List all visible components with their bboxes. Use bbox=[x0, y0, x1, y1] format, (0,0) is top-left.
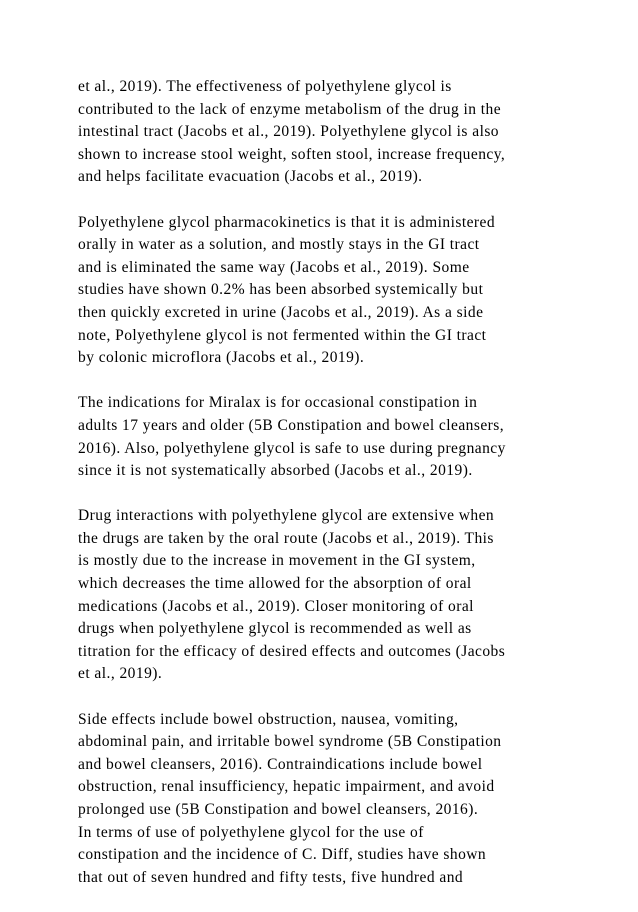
text-line: studies have shown 0.2% has been absorbed systemically but bbox=[78, 281, 484, 299]
text-line: Drug interactions with polyethylene glycol are extensive when bbox=[78, 507, 495, 525]
text-line: et al., 2019). The effectiveness of polyethylene glycol is bbox=[78, 78, 452, 95]
paragraph-drug-interactions bbox=[78, 505, 578, 686]
text-line: and bowel cleansers, 2016). Contraindications include bowel bbox=[78, 755, 483, 773]
text-line: and helps facilitate evacuation (Jacobs et al., 2019). bbox=[78, 168, 423, 186]
text-line: drugs when polyethylene glycol is recommended as well as bbox=[78, 620, 472, 638]
text-line: abdominal pain, and irritable bowel syndrome (5B Constipation bbox=[78, 733, 502, 751]
text-line: The indications for Miralax is for occasional constipation in bbox=[78, 394, 478, 412]
text-line: intestinal tract (Jacobs et al., 2019). Polyethylene glycol is also bbox=[78, 123, 500, 141]
text-line: and is eliminated the same way (Jacobs et al., 2019). Some bbox=[78, 258, 470, 276]
text-line: adults 17 years and older (5B Constipation and bowel cleansers, bbox=[78, 416, 505, 434]
text-line: et al., 2019). bbox=[78, 665, 163, 683]
text-line: which decreases the time allowed for the absorption of oral bbox=[78, 575, 472, 593]
text-line: contributed to the lack of enzyme metabolism of the drug in the bbox=[78, 100, 502, 118]
text-line: medications (Jacobs et al., 2019). Closer monitoring of oral bbox=[78, 597, 474, 615]
text-line: titration for the efficacy of desired effects and outcomes (Jacobs bbox=[78, 642, 506, 660]
text-line: the drugs are taken by the oral route (Jacobs et al., 2019). This bbox=[78, 529, 494, 547]
paragraph-indications bbox=[78, 392, 578, 482]
text-line: prolonged use (5B Constipation and bowel cleansers, 2016). bbox=[78, 801, 479, 818]
text-line: by colonic microflora (Jacobs et al., 2019). bbox=[78, 349, 365, 367]
text-line: then quickly excreted in urine (Jacobs et al., 2019). As a side bbox=[78, 303, 484, 321]
paragraph-pharmacokinetics bbox=[78, 212, 578, 370]
text-line: Polyethylene glycol pharmacokinetics is that it is administered bbox=[78, 213, 496, 231]
text-line: Side effects include bowel obstruction, nausea, vomiting, bbox=[78, 710, 459, 728]
document-body bbox=[78, 76, 578, 912]
text-line: constipation and the incidence of C. Diff, studies have shown bbox=[78, 846, 487, 864]
text-line: shown to increase stool weight, soften stool, increase frequency, bbox=[78, 145, 506, 163]
text-line: since it is not systematically absorbed (Jacobs et al., 2019). bbox=[78, 462, 473, 480]
text-line: note, Polyethylene glycol is not fermented within the GI tract bbox=[78, 326, 487, 344]
text-line: obstruction, renal insufficiency, hepatic impairment, and avoid bbox=[78, 778, 495, 796]
paragraph-side-effects bbox=[78, 709, 578, 890]
text-line: is mostly due to the increase in movement in the GI system, bbox=[78, 552, 476, 570]
paragraph-effectiveness bbox=[78, 76, 578, 189]
text-line: orally in water as a solution, and mostly stays in the GI tract bbox=[78, 236, 480, 254]
text-line: that out of seven hundred and fifty tests, five hundred and bbox=[78, 868, 464, 886]
text-line: In terms of use of polyethylene glycol for the use of bbox=[78, 823, 424, 841]
text-line: 2016). Also, polyethylene glycol is safe to use during pregnancy bbox=[78, 439, 506, 457]
